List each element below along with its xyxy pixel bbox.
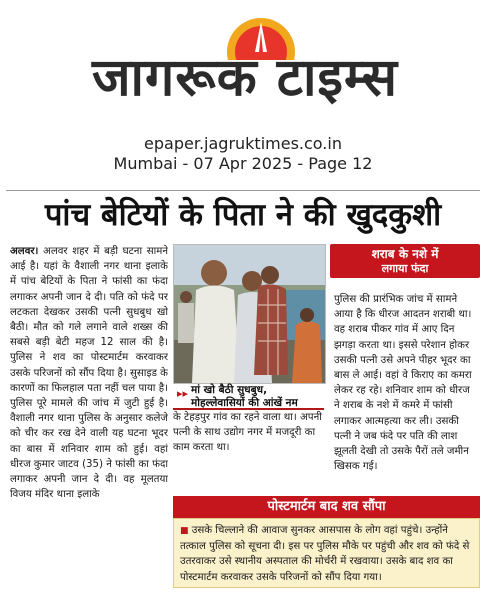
postmortem-title: पोस्टमार्टम बाद शव सौंपा [173,496,480,518]
postmortem-text-block [180,523,474,585]
left-column-text: अलवर शहर में बड़ी घटना सामने आई है। यहां के वैशाली नगर थाना इलाके में पांच बेटियों के पिता ने फांसी का फंदा लगाकर अपनी जान दे दी। पति को फंदे पर लटकता देखकर उसकी पत्नी सुधबुध खो बैठी। मौत को गले लगाने वाले शख्स की सबसे बड़ी बेटी महज 12 साल की है। पुलिस ने शव का पोस्टमार्टम करवाकर उसके परिजनों को सौंप दिया है। सुसाइड के कारणों का फिलहाल पता नहीं चल पाया है। पुलिस पूरे मामले की जांच में जुटी हुई है। वैशाली नगर थाना पुलिस के अनुसार कलेजे को चीर कर रख देने वाली यह घटना भूदर का बास में शनिवार शाम को हुई। वहां धीरज कुमार जाटव (35) ने फांसी का फंदा लगाकर अपनी जान दे दी। वह मूलतया विजय मंदिर थाना इलाके [10,246,168,501]
sidebar-title-box [330,244,480,278]
epaper-site-url[interactable]: epaper.jagruktimes.co.in [144,134,342,153]
photo-caption-text: मां खो बैठी सुधबुध, मोहल्लेवासियों की आंखें नम [191,384,298,409]
headline-section [6,190,480,239]
edition-date-page: Mumbai - 07 Apr 2025 - Page 12 [113,154,373,173]
article-left-column [10,244,168,586]
newspaper-logo-text: जागरूक टाइम्स [91,48,399,108]
photo-caption [173,384,324,410]
postmortem-box [173,518,480,588]
article-headline: पांच बेटियों के पिता ने की खुदकुशी [44,197,442,233]
news-photo [173,244,326,384]
masthead [0,0,486,120]
postmortem-text: उसके चिल्लाने की आवाज सुनकर आसपास के लोग वहां पहुंचे। उन्होंने तत्काल पुलिस को सूचना दी। इस पर पुलिस मौके पर पहुंची और शव को फंदे से उतरवाकर उसे स्थानीय अस्पताल की मोर्चरी में रखवाया। उसके बाद शव का पोस्टमार्टम करवाकर उसके परिजनों को सौंप दिया गया। [180,525,470,583]
double-arrow-icon: ▸▸ [177,387,189,400]
square-bullet-icon: ■ [180,526,189,536]
sidebar-title-line1: शराब के नशे में [371,247,439,261]
mourning-people-photo [174,245,325,383]
dateline: अलवर। [10,246,39,257]
sidebar-text: पुलिस की प्रारंभिक जांच में सामने आया है कि धीरज आदतन शराबी था। वह शराब पीकर गांव में आए दिन झगड़ा करता था। इससे परेशान होकर उसकी पत्नी उसे अपने पीहर भूदर का बास ले आई। वहां वे किराए का कमरा लेकर रह रहे। शनिवार शाम को धीरज ने शराब के नशे में कमरे में फांसी लगाकर आत्महत्या कर ली। उसकी पत्नी ने जब फंदे पर पति की लाश झूलती देखी तो उसके पैरों तले जमीन खिसक गई। [334,294,472,473]
sidebar-title-line2: लगाया फंदा [381,262,429,275]
article-middle-text: के टेहड़पुर गांव का रहने वाला था। अपनी पत्नी के साथ उद्योग नगर में मजदूरी का काम करता था। [173,412,322,454]
